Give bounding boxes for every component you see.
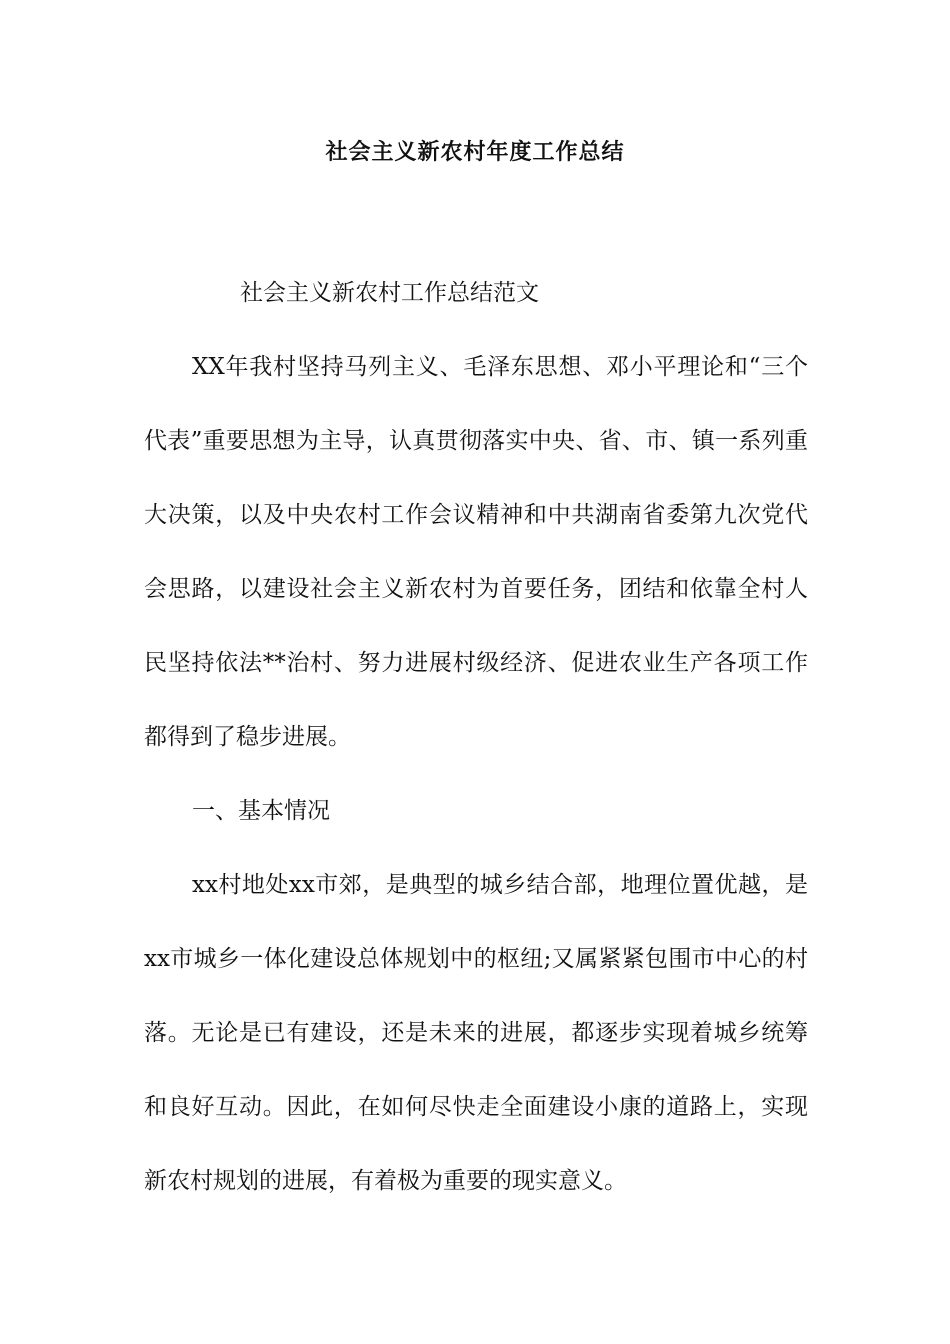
paragraph-basic-situation: xx村地处xx市郊，是典型的城乡结合部，地理位置优越，是xx市城乡一体化建设总体规划中的枢纽;又属紧紧包围市中心的村落。无论是已有建设，还是未来的进展，都逐步实现着城乡统筹和良好互动。因此，在如何尽快走全面建设小康的道路上，实现新农村规划的进展，有着极为重要的现实意义。 [144, 872, 808, 1194]
document-body [144, 256, 808, 1218]
section-heading-basic-situation: 一、基本情况 [192, 798, 330, 824]
paragraph-intro: XX年我村坚持马列主义、毛泽东思想、邓小平理论和“三个代表”重要思想为主导，认真贯彻落实中央、省、市、镇一系列重大决策，以及中央农村工作会议精神和中共湖南省委第九次党代会思路，以建设社会主义新农村为首要任务，团结和依靠全村人民坚持依法**治村、努力进展村级经济、促进农业生产各项工作都得到了稳步进展。 [144, 354, 808, 750]
document-title: 社会主义新农村年度工作总结 [325, 140, 625, 165]
document-subtitle: 社会主义新农村工作总结范文 [240, 280, 539, 306]
